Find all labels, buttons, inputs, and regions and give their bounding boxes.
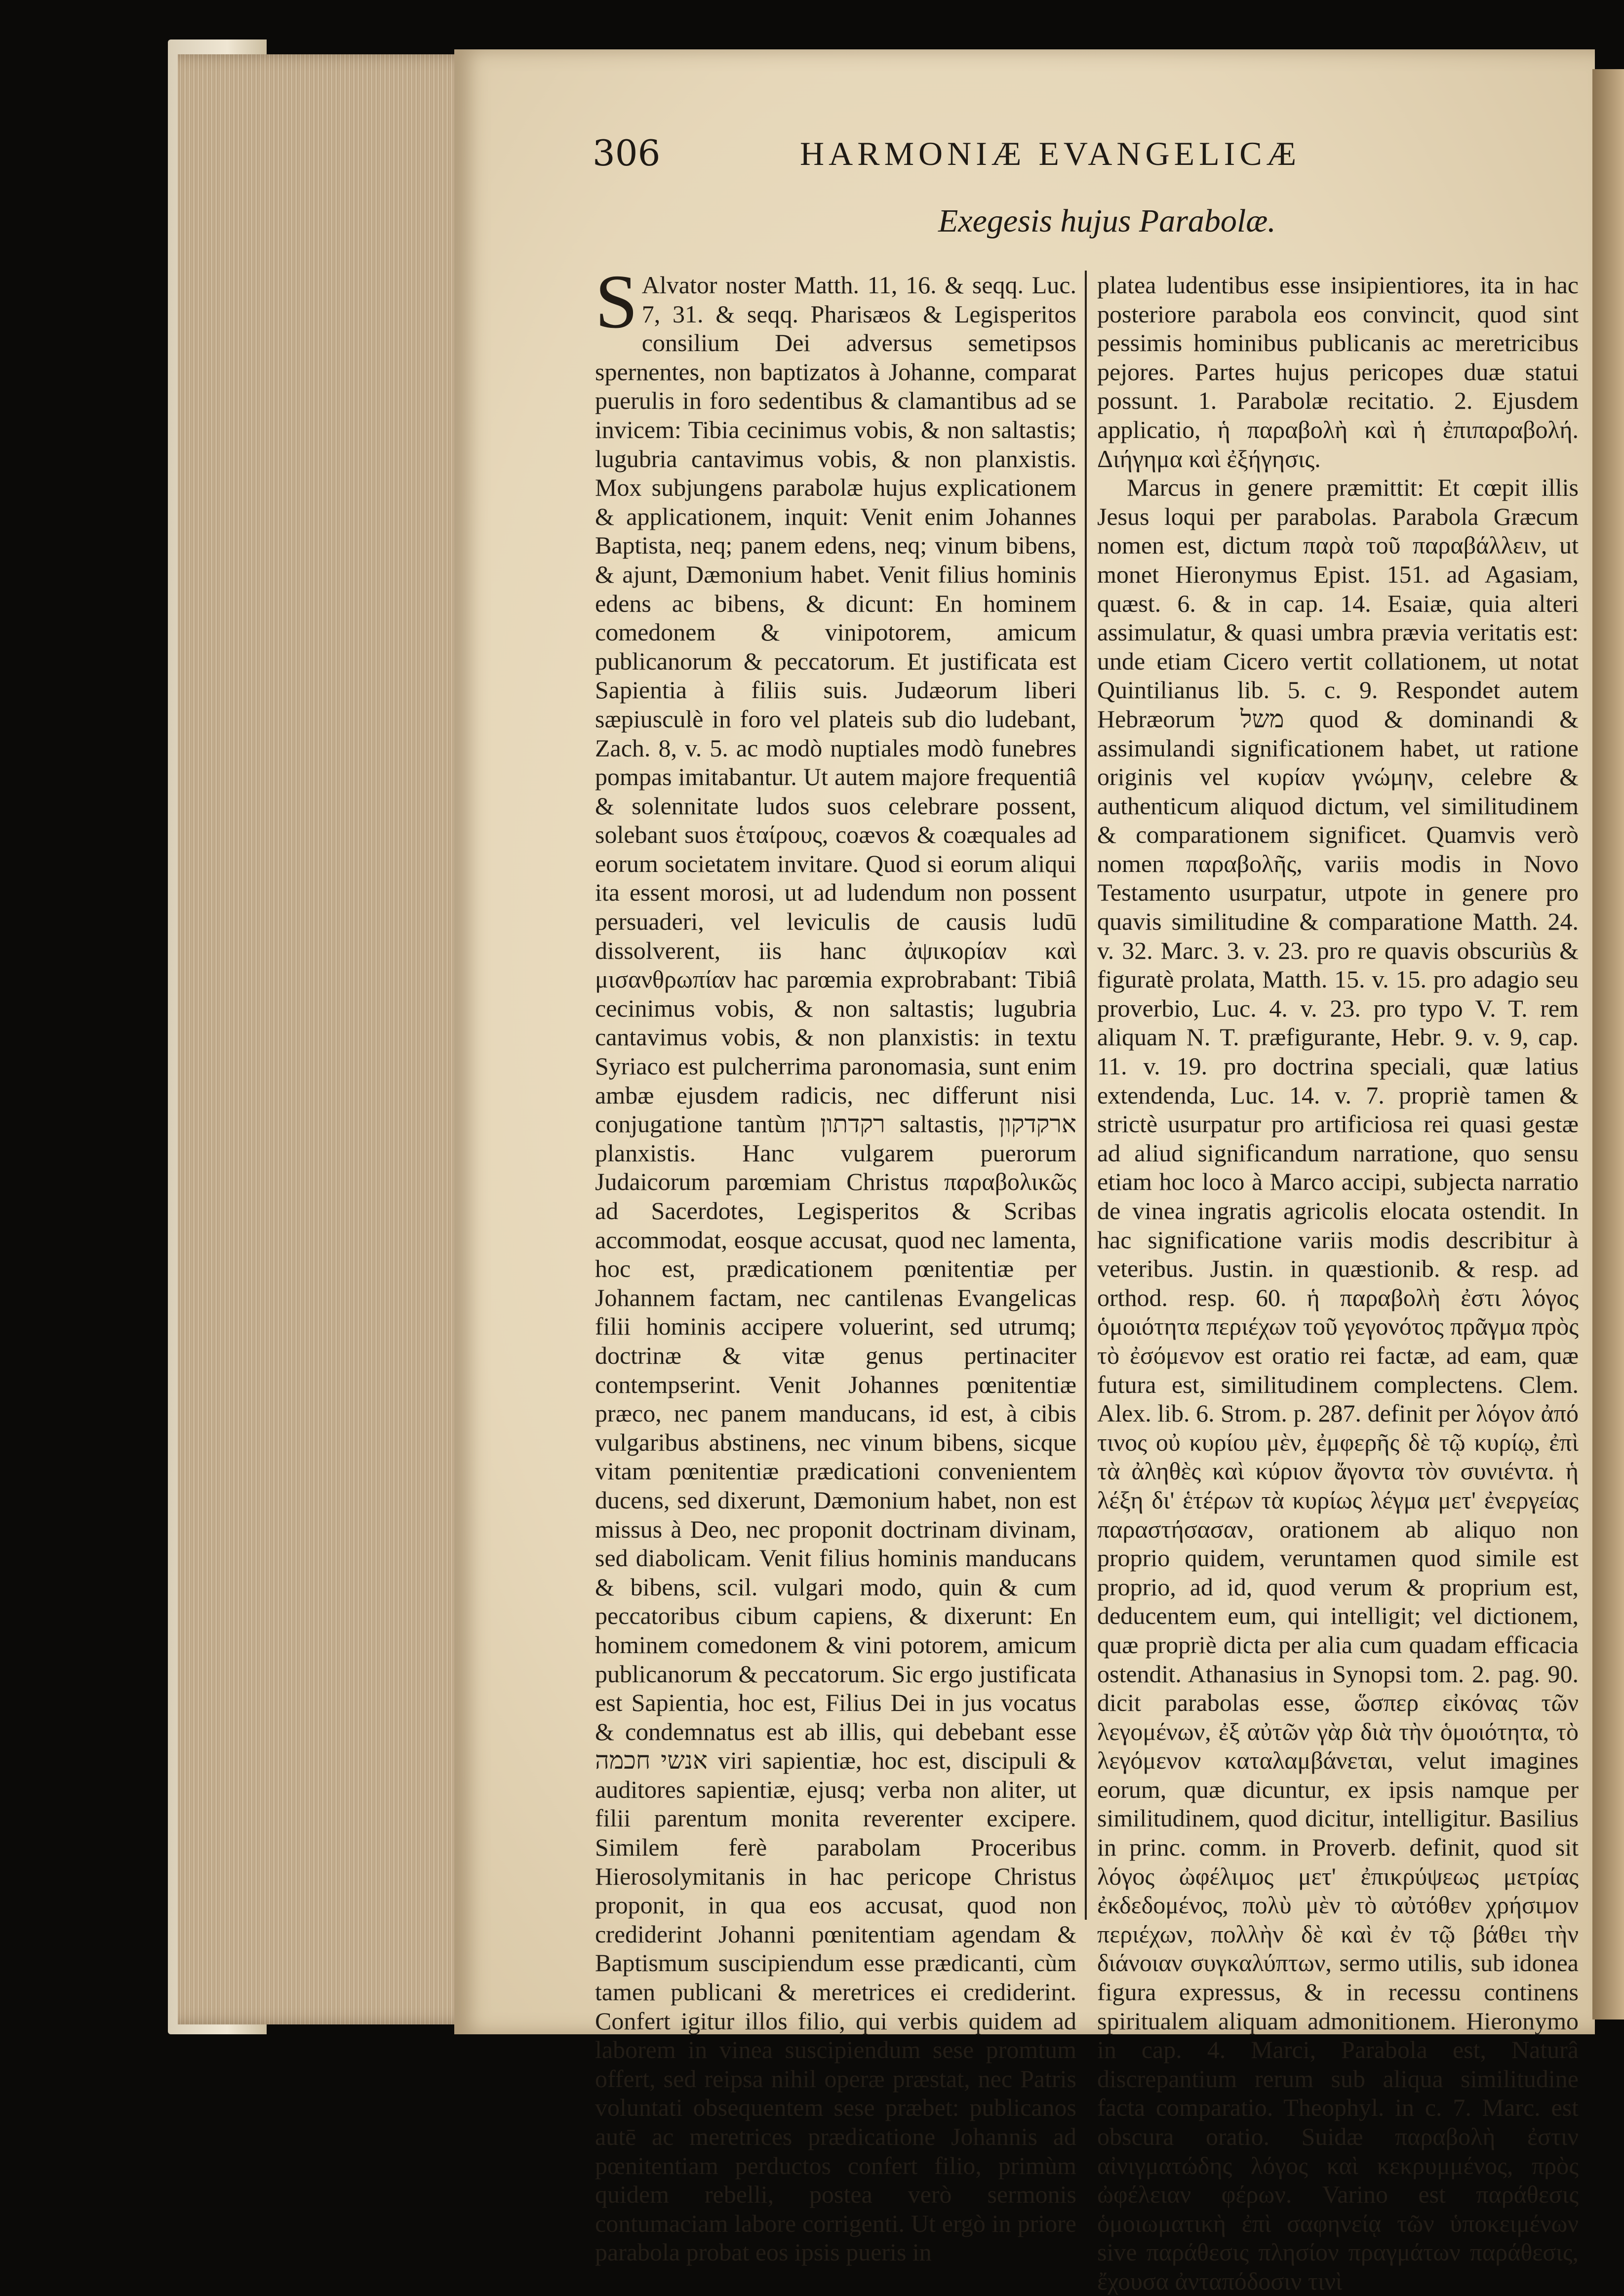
- page-number: 306: [593, 132, 661, 174]
- facing-page-edge: [1592, 69, 1624, 2019]
- right-column: [1097, 271, 1579, 2296]
- drop-cap: S: [595, 259, 638, 344]
- right-paragraph-2: Marcus in genere præmittit: Et cœpit illis Jesus loqui per parabolas. Parabola Græcum nomen est, dictum παρὰ τοῦ παραβάλλειν, ut monet Hieronymus Epist. 151. ad Agasiam, quæst. 6. & in cap. 14. Esaiæ, quia alteri assimulatur, & quasi umbra prævia veritatis est: unde etiam Cicero vertit collationem, ut notat Quintilianus lib. 5. c. 9. Respondet autem Hebræorum משל quod & dominandi & assimulandi significationem habet, ut ratione originis vel κυρίαν γνώμην, celebre & authenticum aliquod dictum, vel similitudinem & comparationem significet. Quamvis verò nomen παραβολῆς, variis modis in Novo Testamento usurpatur, utpote in genere pro quavis similitudine & comparatione Matth. 24. v. 32. Marc. 3. v. 23. pro re quavis obscuriùs & figuratè prolata, Matth. 15. v. 15. pro adagio seu proverbio, Luc. 4. v. 23. pro typo V. T. rem aliquam N. T. præfigurante, Hebr. 9. v. 9, cap. 11. v. 19. pro doctrina speciali, quæ latius extendenda, Luc. 14. v. 7. propriè tamen & strictè usurpatur pro artificiosa rei quasi gestæ ad aliud significandum narratione, quo sensu etiam hoc loco à Marco accipi, subjecta narratio de vinea ingratis agricolis elocata ostendit. In hac significatione variis modis describitur à veteribus. Justin. in quæstionib. & resp. ad orthod. resp. 60. ἡ παραβολὴ ἐστι λόγος ὁμοιότητα περιέχων τοῦ γεγονότος πρᾶγμα πρὸς τὸ ἐσόμενον est oratio rei factæ, ad eam, quæ futura est, similitudinem complectens. Clem. Alex. lib. 6. Strom. p. 287. definit per λόγον ἀπό τινος οὐ κυρίου μὲν, ἐμφερῆς δὲ τῷ κυρίῳ, ἐπὶ τὰ ἀληθὲς καὶ κύριον ἄγοντα τὸν συνιέντα. ἡ λέξη δι' ἑτέρων τὰ κυρίως λέγμα μετ' ἐνεργείας παραστήσασαν, orationem ab aliquo non proprio quidem, veruntamen quod simile est proprio, ad id, quod verum & proprium est, deducentem eum, qui intelligit; vel dictionem, quæ propriè dicta per alia cum quadam efficacia ostendit. Athanasius in Synopsi tom. 2. pag. 90. dicit parabolas esse, ὥσπερ εἰκόνας τῶν λεγομένων, ἐξ αὐτῶν γὰρ διὰ τὴν ὁμοιότητα, τὸ λεγόμενον καταλαμβάνεται, velut imagines eorum, quæ dicuntur, ex ipsis namque per similitudinem, quod dicitur, intelligitur. Basilius in princ. comm. in Proverb. definit, quod sit λόγος ὠφέλιμος μετ' ἐπικρύψεως μετρίας ἐκδεδομένος, πολὺ μὲν τὸ αὐτόθεν χρήσιμον περιέχων, πολλὴν δὲ καὶ ἐν τῷ βάθει τὴν διάνοιαν συγκαλύπτων, sermo utilis, sub idonea figura expressus, & in recessu continens spiritualem aliquam admonitionem. Hieronymo in cap. 4. Marci, Parabola est, Naturâ discrepantium rerum sub aliqua similitudine facta comparatio. Theophyl. in c. 7. Marc. est obscura oratio. Suidæ παραβολὴ ἐστιν αἰνιγματώδης λόγος καὶ κεκρυμμένος, πρὸς ὠφέλειαν φέρων. Varino est παράθεσις ὁμοιωματικὴ ἐπὶ σαφηνείᾳ τῶν ὑποκειμένων sive παράθεσις πλησίον πραγμάτων παράθεσις, ἔχουσα ἀνταπόδοσιν τινὶ: [1097, 474, 1579, 2295]
- section-title: Exegesis hujus Parabolæ.: [938, 203, 1276, 239]
- left-column: [595, 259, 1076, 2267]
- right-paragraph-1: platea ludentibus esse insipientiores, ita in hac posteriore parabola eos convincit, quod sint pessimis hominibus publicanis ac meretricibus pejores. Partes hujus pericopes duæ statui possunt. 1. Parabolæ recitatio. 2. Ejusdem applicatio, ἡ παραβολὴ καὶ ἡ ἐπιπαραβολή. Διήγημα καὶ ἐξήγησις.: [1097, 271, 1579, 473]
- column-rule: [1085, 271, 1087, 1920]
- left-paragraph-text: Alvator noster Matth. 11, 16. & seqq. Luc. 7, 31. & seqq. Pharisæos & Legisperitos consilium Dei adversus semetipsos spernentes, non baptizatos à Johanne, comparat puerulis in foro sedentibus & clamantibus ad se invicem: Tibia cecinimus vobis, & non saltastis; lugubria cantavimus vobis, & non planxistis. Mox subjungens parabolæ hujus explicationem & applicationem, inquit: Venit enim Johannes Baptista, neq; panem edens, neq; vinum bibens, & ajunt, Dæmonium habet. Venit filius hominis edens ac bibens, & dicunt: En hominem comedonem & vinipotorem, amicum publicanorum & peccatorum. Et justificata est Sapientia à filiis suis. Judæorum liberi sæpiusculè in foro vel plateis sub dio ludebant, Zach. 8, v. 5. ac modò nuptiales modò funebres pompas imitabantur. Ut autem majore frequentiâ & solennitate ludos suos celebrare possent, solebant suos ἑταίρους, coævos & coæquales ad eorum societatem invitare. Quod si eorum aliqui ita essent morosi, ut ad ludendum non possent persuaderi, vel leviculis de causis ludū dissolverent, iis hanc ἀψικορίαν καὶ μισανθρωπίαν hac parœmia exprobrabant: Tibiâ cecinimus vobis, & non saltastis; lugubria cantavimus vobis, & non planxistis: in textu Syriaco est pulcherrima paronomasia, sunt enim ambæ ejusdem radicis, nec differunt nisi conjugatione tantùm רקדתון saltastis, ארקדקון planxistis. Hanc vulgarem puerorum Judaicorum parœmiam Christus παραβολικῶς ad Sacerdotes, Legisperitos & Scribas accommodat, eosque accusat, quod nec lamenta, hoc est, prædicationem pœnitentiæ per Johannem factam, nec cantilenas Evangelicas filii hominis accipere voluerint, sed utrumq; doctrinæ & vitæ genus pertinaciter contempserint. Venit Johannes pœnitentiæ præco, nec panem manducans, id est, à cibis vulgaribus abstinens, nec vinum bibens, sicque vitam pœnitentiæ prædicationi convenientem ducens, sed dixerunt, Dæmonium habet, non est missus à Deo, nec proponit doctrinam divinam, sed diabolicam. Venit filius hominis manducans & bibens, scil. vulgari modo, quin & cum peccatoribus cibum capiens, & dixerunt: En hominem comedonem & vini potorem, amicum publicanorum & peccatorum. Sic ergo justificata est Sapientia, hoc est, Filius Dei in jus vocatus & condemnatus est ab illis, qui debebant esse אנשי חכמה viri sapientiæ, hoc est, discipuli & auditores sapientiæ, ejusq; verba non aliter, ut filii parentum monita reverenter excipere. Similem ferè parabolam Proceribus Hierosolymitanis in hac pericope Christus proponit, in qua eos accusat, quod non crediderint Johanni pœnitentiam agendam & Baptismum suscipiendum esse prædicanti, cùm tamen publicani & meretrices ei crediderint. Confert igitur illos filio, qui verbis quidem ad laborem in vinea suscipiendum sese promtum offert, sed reipsa nihil operæ præstat, nec Patris voluntati obsequentem sese præbet: publicanos autē ac meretrices prædicatione Johannis ad pœnitentiam perductos confert filio, primùm quidem rebelli, postea verò sermonis contumaciam labore corrigenti. Ut ergò in priore parabola probat eos ipsis pueris in: [595, 271, 1076, 2266]
- left-paragraph: [595, 259, 1076, 2267]
- running-head: HARMONIÆ EVANGELICÆ: [800, 135, 1301, 172]
